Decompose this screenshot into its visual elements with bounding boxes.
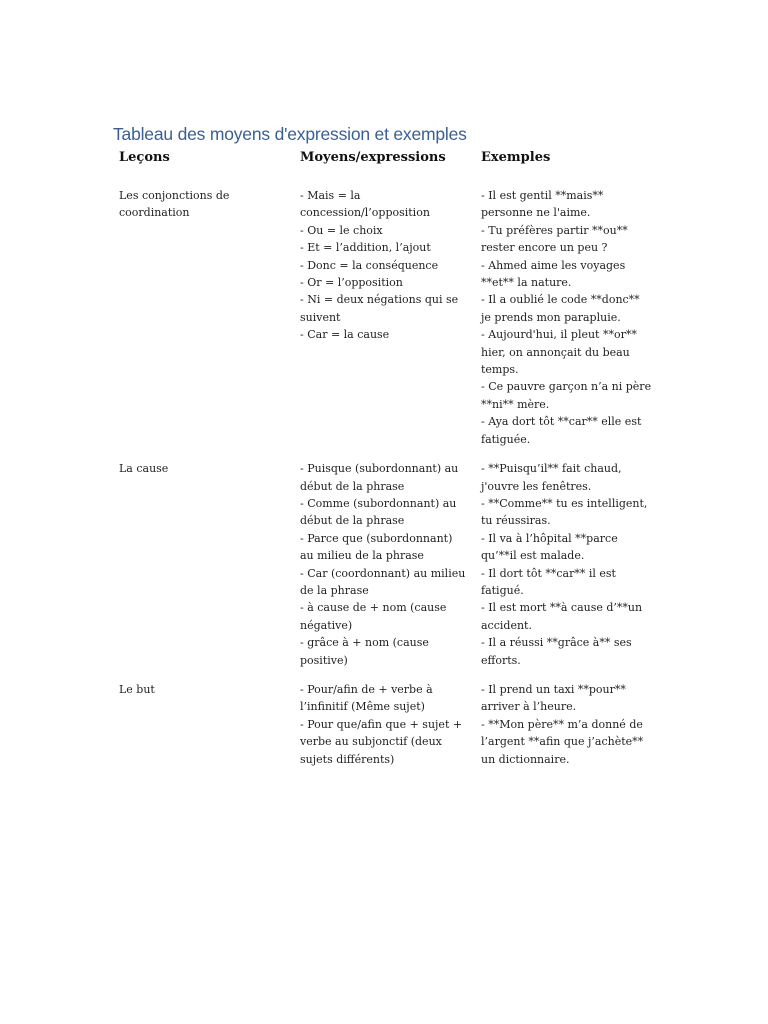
lessons-table xyxy=(113,146,658,780)
examples-cell: - Il prend un taxi **pour** arriver à l’heure. - **Mon père** m’a donné de l’argent **afin que j’achète** un dictionnaire. xyxy=(481,682,644,766)
means-cell: - Pour/afin de + verbe à l’infinitif (Même sujet) - Pour que/afin que + sujet + verbe au subjonctif (deux sujets différents) xyxy=(300,682,463,766)
table-header-row xyxy=(113,146,658,187)
means-cell: - Puisque (subordonnant) au début de la phrase - Comme (subordonnant) au début de la phrase - Parce que (subordonnant) au milieu de la phrase - Car (coordonnant) au milieu de la phrase - à cause de + nom (cause négative) - grâce à + nom (cause positive) xyxy=(300,462,466,667)
table-row xyxy=(113,460,658,681)
document-title: Tableau des moyens d'expression et exemples xyxy=(113,124,467,144)
examples-cell: - **Puisqu’il** fait chaud, j'ouvre les fenêtres. - **Comme** tu es intelligent, tu réussiras. - Il va à l’hôpital **parce qu’**il est malade. - Il dort tôt **car** il est fatigué. - Il est mort **à cause d’**un accident. - Il a réussi **grâce à** ses efforts. xyxy=(481,462,648,667)
lesson-cell: Le but xyxy=(119,682,155,696)
means-cell: - Mais = la concession/l’opposition - Ou = le choix - Et = l’addition, l’ajout - Donc = la conséquence - Or = l’opposition - Ni = deux négations qui se suivent - Car = la cause xyxy=(300,189,459,342)
header-lessons: Leçons xyxy=(119,150,170,165)
table-row xyxy=(113,187,658,460)
table-row xyxy=(113,681,658,780)
examples-cell: - Il est gentil **mais** personne ne l'aime. - Tu préfères partir **ou** rester encore un peu ? - Ahmed aime les voyages **et** la nature. - Il a oublié le code **donc** je prends mon parapluie. - Aujourd'hui, il pleut **or** hier, on annonçait du beau temps. - Ce pauvre garçon n’a ni père **ni** mère. - Aya dort tôt **car** elle est fatiguée. xyxy=(481,189,652,446)
header-examples: Exemples xyxy=(481,150,551,165)
header-means: Moyens/expressions xyxy=(300,150,446,165)
lesson-cell: La cause xyxy=(119,462,169,476)
lesson-cell: Les conjonctions de coordination xyxy=(119,189,230,220)
